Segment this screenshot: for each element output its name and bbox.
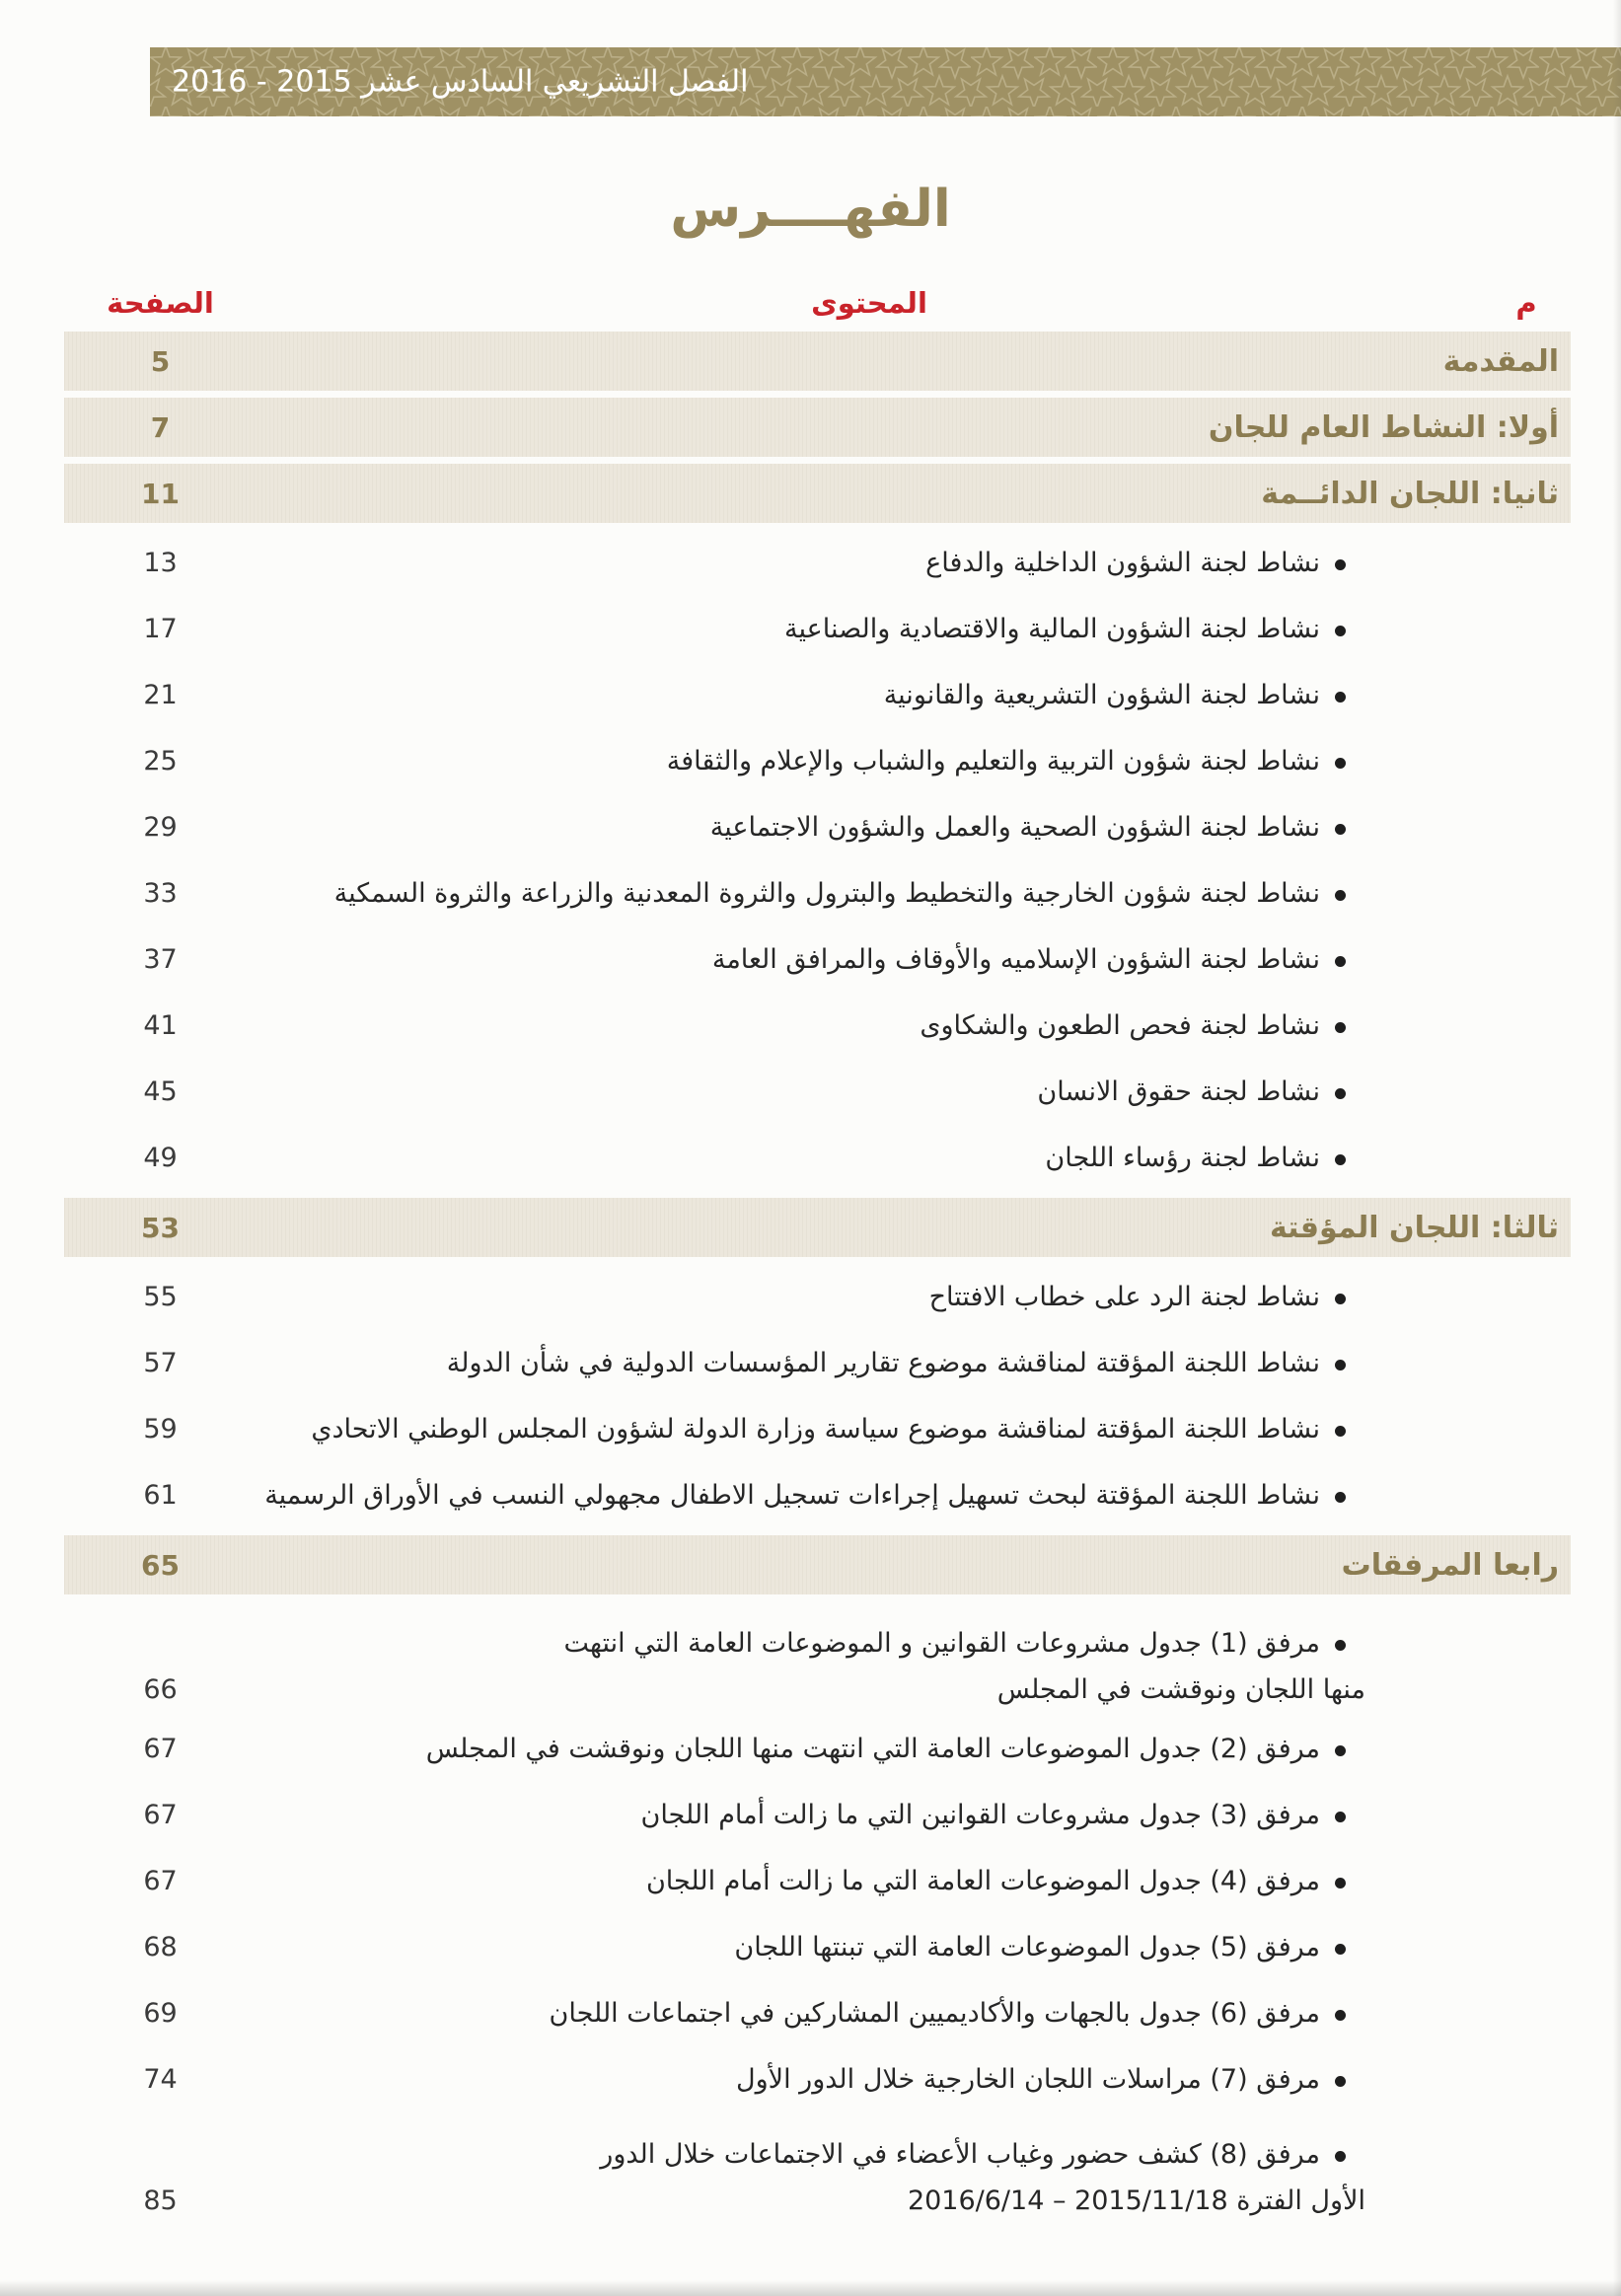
page-number: 65 bbox=[141, 1548, 180, 1582]
toc-entry-content bbox=[257, 1866, 1571, 1896]
page-number: 69 bbox=[143, 1998, 178, 2029]
bullet-icon bbox=[1335, 1022, 1346, 1033]
toc-line bbox=[64, 860, 1571, 926]
page-number: 7 bbox=[150, 410, 171, 444]
toc-list bbox=[64, 332, 1571, 2227]
bullet-icon bbox=[1335, 1154, 1346, 1165]
toc-item-row bbox=[64, 1716, 1571, 1782]
bullet-icon bbox=[1335, 1360, 1346, 1370]
toc-item-row bbox=[64, 1848, 1571, 1914]
toc-line bbox=[64, 728, 1571, 794]
toc-item-row bbox=[64, 1914, 1571, 1980]
bullet-icon bbox=[1335, 1426, 1346, 1437]
bullet-icon bbox=[1335, 1088, 1346, 1099]
toc-line bbox=[64, 1198, 1571, 1257]
toc-entry-content bbox=[257, 1998, 1571, 2029]
toc-entry-text: نشاط لجنة الشؤون الصحية والعمل والشؤون الاجتماعية bbox=[709, 812, 1320, 843]
toc-item-row bbox=[64, 662, 1571, 728]
toc-line bbox=[64, 1059, 1571, 1125]
toc-section-row bbox=[64, 1198, 1571, 1257]
page-number: 33 bbox=[143, 878, 178, 909]
bullet-icon bbox=[1335, 1878, 1346, 1889]
page-number: 55 bbox=[143, 1282, 178, 1312]
toc-entry-text: مرفق (6) جدول بالجهات والأكاديميين المشاركين في اجتماعات اللجان bbox=[549, 1998, 1320, 2029]
toc-line bbox=[64, 794, 1571, 860]
bullet-icon bbox=[1335, 2076, 1346, 2087]
toc-item-row bbox=[64, 1330, 1571, 1396]
toc-entry-text: ثالثا: اللجان المؤقتة bbox=[1269, 1210, 1559, 1245]
toc-item-row bbox=[64, 2046, 1571, 2112]
toc-entry-text: نشاط لجنة شؤون الخارجية والتخطيط والبترول والثروة المعدنية والزراعة والثروة السمكية bbox=[333, 878, 1320, 909]
toc-entry-text: نشاط لجنة الشؤون المالية والاقتصادية والصناعية bbox=[784, 614, 1320, 644]
toc-entry-text: نشاط اللجنة المؤقتة لمناقشة موضوع سياسة وزارة الدولة لشؤون المجلس الوطني الاتحادي bbox=[311, 1414, 1320, 1444]
toc-line bbox=[64, 398, 1571, 457]
page-number: 53 bbox=[141, 1211, 180, 1244]
toc-line bbox=[64, 1980, 1571, 2046]
toc-entry-text: مرفق (3) جدول مشروعات القوانين التي ما زالت أمام اللجان bbox=[640, 1800, 1320, 1830]
toc-item-row bbox=[64, 1125, 1571, 1191]
toc-entry-content bbox=[257, 1800, 1571, 1830]
toc-item-row bbox=[64, 1462, 1571, 1528]
toc-item-row bbox=[64, 794, 1571, 860]
toc-item-row bbox=[64, 1782, 1571, 1848]
page-title: الفهــــرس bbox=[670, 180, 951, 239]
toc-entry-content bbox=[257, 1628, 1571, 1659]
page-number: 5 bbox=[150, 344, 171, 378]
toc-entry-text: مرفق (5) جدول الموضوعات العامة التي تبنتها اللجان bbox=[734, 1932, 1320, 1963]
toc-entry-content bbox=[257, 1143, 1571, 1173]
bullet-icon bbox=[1335, 956, 1346, 967]
toc-entry-text: نشاط لجنة الشؤون الداخلية والدفاع bbox=[925, 548, 1320, 578]
toc-line bbox=[64, 926, 1571, 993]
toc-entry-content bbox=[257, 1414, 1571, 1444]
toc-line bbox=[64, 1782, 1571, 1848]
toc-item-row bbox=[64, 728, 1571, 794]
toc-item-row bbox=[64, 1396, 1571, 1462]
page-number: 13 bbox=[143, 548, 178, 578]
bullet-icon bbox=[1335, 758, 1346, 769]
page-number: 85 bbox=[143, 2185, 178, 2216]
page-number: 17 bbox=[143, 614, 178, 644]
page-number: 37 bbox=[143, 944, 178, 975]
toc-entry-content bbox=[257, 1480, 1571, 1511]
toc-entry-content bbox=[257, 1548, 1571, 1583]
toc-line bbox=[64, 1914, 1571, 1980]
toc-line bbox=[64, 1462, 1571, 1528]
toc-section-row bbox=[64, 398, 1571, 457]
toc-column-headers bbox=[64, 282, 1571, 324]
toc-entry-text: مرفق (8) كشف حضور وغياب الأعضاء في الاجتماعات خلال الدور bbox=[600, 2139, 1320, 2170]
page-number: 61 bbox=[143, 1480, 178, 1511]
page-number: 41 bbox=[143, 1010, 178, 1041]
bullet-icon bbox=[1335, 559, 1346, 570]
toc-line bbox=[64, 2046, 1571, 2112]
toc-item-row bbox=[64, 1264, 1571, 1330]
toc-line bbox=[64, 1535, 1571, 1594]
header-band bbox=[150, 47, 1621, 116]
page-number: 45 bbox=[143, 1076, 178, 1107]
toc-item-row bbox=[64, 1980, 1571, 2046]
toc-line bbox=[64, 1663, 1571, 1716]
page-number: 68 bbox=[143, 1932, 178, 1963]
toc-entry-content bbox=[257, 1348, 1571, 1378]
column-header-content: المحتوى bbox=[811, 286, 927, 320]
toc-entry-content bbox=[257, 2139, 1571, 2170]
toc-entry-content bbox=[257, 1674, 1571, 1705]
toc-item-row bbox=[64, 860, 1571, 926]
toc-entry-content bbox=[257, 410, 1571, 445]
toc-entry-content bbox=[257, 1211, 1571, 1245]
toc-entry-text: أولا: النشاط العام للجان bbox=[1208, 409, 1559, 445]
toc-line bbox=[64, 1264, 1571, 1330]
bullet-icon bbox=[1335, 1294, 1346, 1304]
page-number: 29 bbox=[143, 812, 178, 843]
toc-line bbox=[64, 464, 1571, 523]
page-number: 21 bbox=[143, 680, 178, 710]
toc-entry-text: نشاط لجنة الرد على خطاب الافتتاح bbox=[928, 1282, 1320, 1312]
page-number: 59 bbox=[143, 1414, 178, 1444]
toc-line bbox=[64, 1396, 1571, 1462]
page-number: 74 bbox=[143, 2064, 178, 2095]
toc-item-row bbox=[64, 596, 1571, 662]
toc-entry-content bbox=[257, 2064, 1571, 2095]
toc-entry-text: رابعا المرفقات bbox=[1341, 1547, 1559, 1583]
toc-entry-text: نشاط لجنة شؤون التربية والتعليم والشباب والإعلام والثقافة bbox=[666, 746, 1320, 777]
bullet-icon bbox=[1335, 890, 1346, 901]
toc-entry-text: نشاط اللجنة المؤقتة لبحث تسهيل إجراءات تسجيل الاطفال مجهولي النسب في الأوراق الرسمية bbox=[264, 1480, 1320, 1511]
toc-entry-text: نشاط لجنة رؤساء اللجان bbox=[1045, 1143, 1320, 1173]
toc-section-row bbox=[64, 1535, 1571, 1594]
toc-entry-content bbox=[257, 944, 1571, 975]
toc-item-row bbox=[64, 530, 1571, 596]
toc-entry-content bbox=[257, 477, 1571, 511]
toc-line bbox=[64, 1848, 1571, 1914]
toc-entry-text: مرفق (4) جدول الموضوعات العامة التي ما زالت أمام اللجان bbox=[645, 1866, 1320, 1896]
page-number: 57 bbox=[143, 1348, 178, 1378]
bullet-icon bbox=[1335, 1492, 1346, 1503]
toc-entry-content bbox=[257, 1282, 1571, 1312]
toc-line bbox=[64, 530, 1571, 596]
page-number: 67 bbox=[143, 1800, 178, 1830]
toc-line bbox=[64, 2174, 1571, 2227]
bullet-icon bbox=[1335, 824, 1346, 835]
toc-entry-content bbox=[257, 1076, 1571, 1107]
toc-line bbox=[64, 332, 1571, 391]
column-header-page: الصفحة bbox=[107, 286, 214, 320]
toc-line bbox=[64, 662, 1571, 728]
legislative-chapter-title: الفصل التشريعي السادس عشر 2015 - 2016 bbox=[172, 64, 749, 100]
toc-entry-text: مرفق (2) جدول الموضوعات العامة التي انتهت منها اللجان ونوقشت في المجلس bbox=[425, 1734, 1320, 1764]
bullet-icon bbox=[1335, 692, 1346, 703]
toc-item-row bbox=[64, 2112, 1571, 2227]
bullet-icon bbox=[1335, 626, 1346, 636]
toc-line bbox=[64, 1125, 1571, 1191]
page-number: 67 bbox=[143, 1866, 178, 1896]
page-number: 66 bbox=[143, 1673, 178, 1705]
bullet-icon bbox=[1335, 1745, 1346, 1756]
toc-entry-text: نشاط لجنة الشؤون التشريعية والقانونية bbox=[883, 680, 1320, 710]
toc-item-row bbox=[64, 993, 1571, 1059]
toc-entry-text: منها اللجان ونوقشت في المجلس bbox=[996, 1673, 1365, 1705]
toc-entry-text: ثانيا: اللجان الدائــمة bbox=[1261, 476, 1559, 511]
toc-entry-text: مرفق (7) مراسلات اللجان الخارجية خلال الدور الأول bbox=[736, 2064, 1320, 2095]
bullet-icon bbox=[1335, 1812, 1346, 1822]
toc-entry-text: الأول الفترة 2015/11/18 – 2016/6/14 bbox=[907, 2185, 1365, 2216]
scan-bottom-edge bbox=[0, 2280, 1621, 2296]
toc-line bbox=[64, 1716, 1571, 1782]
toc-entry-text: نشاط لجنة حقوق الانسان bbox=[1037, 1076, 1320, 1107]
toc-entry-content bbox=[257, 548, 1571, 578]
toc-item-row bbox=[64, 926, 1571, 993]
toc-entry-text: المقدمة bbox=[1442, 343, 1559, 379]
toc-entry-content bbox=[257, 1010, 1571, 1041]
page-number: 49 bbox=[143, 1143, 178, 1173]
toc-section-row bbox=[64, 464, 1571, 523]
toc-section-row bbox=[64, 332, 1571, 391]
page-number: 25 bbox=[143, 746, 178, 777]
toc-line bbox=[64, 596, 1571, 662]
toc-entry-text: نشاط لجنة فحص الطعون والشكاوى bbox=[920, 1010, 1320, 1041]
toc-entry-content bbox=[257, 2185, 1571, 2216]
toc-line bbox=[64, 2112, 1571, 2174]
toc-item-row bbox=[64, 1059, 1571, 1125]
column-header-no: م bbox=[1515, 286, 1537, 320]
bullet-icon bbox=[1335, 1944, 1346, 1955]
bullet-icon bbox=[1335, 2151, 1346, 2162]
toc-entry-text: نشاط اللجنة المؤقتة لمناقشة موضوع تقارير المؤسسات الدولية في شأن الدولة bbox=[446, 1348, 1320, 1378]
toc-entry-content bbox=[257, 812, 1571, 843]
page-number: 67 bbox=[143, 1734, 178, 1764]
toc-entry-content bbox=[257, 746, 1571, 777]
toc-entry-content bbox=[257, 344, 1571, 379]
bullet-icon bbox=[1335, 2010, 1346, 2021]
toc-entry-text: نشاط لجنة الشؤون الإسلاميه والأوقاف والمرافق العامة bbox=[711, 944, 1320, 975]
toc-entry-content bbox=[257, 680, 1571, 710]
toc-item-row bbox=[64, 1601, 1571, 1716]
page-number: 11 bbox=[141, 477, 180, 510]
toc-entry-content bbox=[257, 1734, 1571, 1764]
toc-table bbox=[0, 282, 1621, 2227]
toc-entry-content bbox=[257, 1932, 1571, 1963]
toc-entry-content bbox=[257, 878, 1571, 909]
toc-entry-text: مرفق (1) جدول مشروعات القوانين و الموضوعات العامة التي انتهت bbox=[563, 1628, 1320, 1659]
bullet-icon bbox=[1335, 1640, 1346, 1651]
toc-entry-content bbox=[257, 614, 1571, 644]
toc-line bbox=[64, 1601, 1571, 1663]
toc-line bbox=[64, 993, 1571, 1059]
toc-line bbox=[64, 1330, 1571, 1396]
